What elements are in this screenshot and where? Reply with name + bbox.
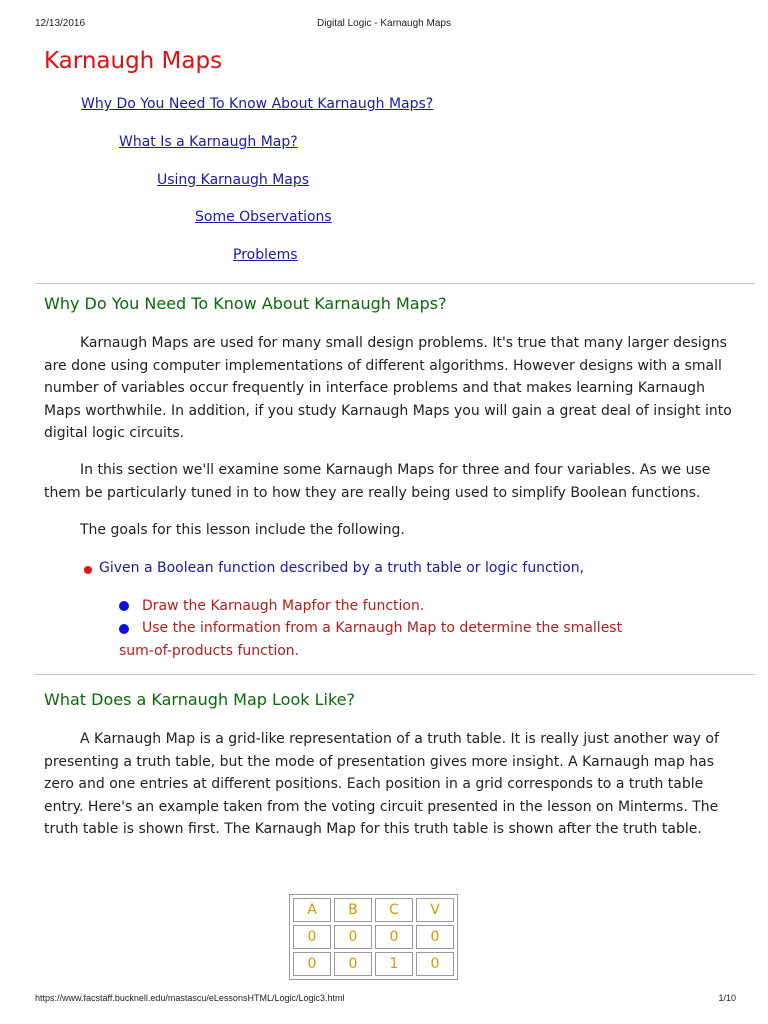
paragraph-text: The goals for this lesson include the following. xyxy=(80,522,405,538)
toc-link-why[interactable]: Why Do You Need To Know About Karnaugh Maps? xyxy=(81,96,434,112)
paragraph-text: Karnaugh Maps are used for many small design problems. It's true that many larger designs are done using computer implementations of different algorithms. However designs with a small number of variables occur frequently in interface problems and that makes learning Karnaugh Maps worthwhile. In addition, if you study Karnaugh Maps you will gain a great deal of insight into digital logic circuits. xyxy=(44,335,732,441)
table-cell: 0 xyxy=(334,952,372,976)
table-cell: 0 xyxy=(293,952,331,976)
divider xyxy=(35,283,755,284)
table-cell: 1 xyxy=(375,952,413,976)
paragraph xyxy=(44,459,734,504)
table-cell: 0 xyxy=(416,952,454,976)
section-heading-why: Why Do You Need To Know About Karnaugh Maps? xyxy=(44,294,447,313)
blue-bullet-icon xyxy=(119,601,129,611)
table-header-row xyxy=(293,898,454,922)
goal-item: Given a Boolean function described by a truth table or logic function, xyxy=(99,560,585,576)
toc-link-observations[interactable]: Some Observations xyxy=(195,209,332,225)
subgoal-item: Use the information from a Karnaugh Map to determine the smallest xyxy=(142,620,623,636)
table-header-cell: A xyxy=(293,898,331,922)
paragraph xyxy=(44,519,734,542)
paragraph xyxy=(44,332,734,445)
footer-url: https://www.facstaff.bucknell.edu/mastascu/eLessonsHTML/Logic/Logic3.html xyxy=(35,993,345,1003)
print-footer xyxy=(0,993,768,1007)
paragraph-text: In this section we'll examine some Karnaugh Maps for three and four variables. As we use them be particularly tuned in to how they are really being used to simplify Boolean functions. xyxy=(44,462,711,501)
paragraph xyxy=(44,728,734,841)
table-cell: 0 xyxy=(375,925,413,949)
section-heading-what: What Does a Karnaugh Map Look Like? xyxy=(44,690,355,709)
toc-link-using[interactable]: Using Karnaugh Maps xyxy=(157,172,310,188)
table-cell: 0 xyxy=(416,925,454,949)
page-number: 1/10 xyxy=(718,993,736,1003)
table-header-cell: B xyxy=(334,898,372,922)
blue-bullet-icon xyxy=(119,624,129,634)
print-title: Digital Logic - Karnaugh Maps xyxy=(317,18,451,29)
page-title: Karnaugh Maps xyxy=(44,48,223,74)
truth-table xyxy=(289,894,458,980)
table-header-cell: V xyxy=(416,898,454,922)
toc-link-what[interactable]: What Is a Karnaugh Map? xyxy=(119,134,298,150)
table-row xyxy=(293,925,454,949)
subgoal-item-continued: sum-of-products function. xyxy=(119,643,300,659)
print-date: 12/13/2016 xyxy=(35,18,86,29)
red-bullet-icon xyxy=(84,566,92,574)
table-cell: 0 xyxy=(334,925,372,949)
toc-link-problems[interactable]: Problems xyxy=(233,247,298,263)
print-header xyxy=(0,18,768,32)
divider xyxy=(35,674,755,675)
paragraph-text: A Karnaugh Map is a grid-like representation of a truth table. It is really just another way of presenting a truth table, but the mode of presentation gives more insight. A Karnaugh map has zero and one entries at different positions. Each position in a grid corresponds to a truth table entry. Here's an example taken from the voting circuit presented in the lesson on Minterms. The truth table is shown first. The Karnaugh Map for this truth table is shown after the truth table. xyxy=(44,731,719,837)
table-header-cell: C xyxy=(375,898,413,922)
table-row xyxy=(293,952,454,976)
subgoal-item: Draw the Karnaugh Mapfor the function. xyxy=(142,598,425,614)
table-cell: 0 xyxy=(293,925,331,949)
